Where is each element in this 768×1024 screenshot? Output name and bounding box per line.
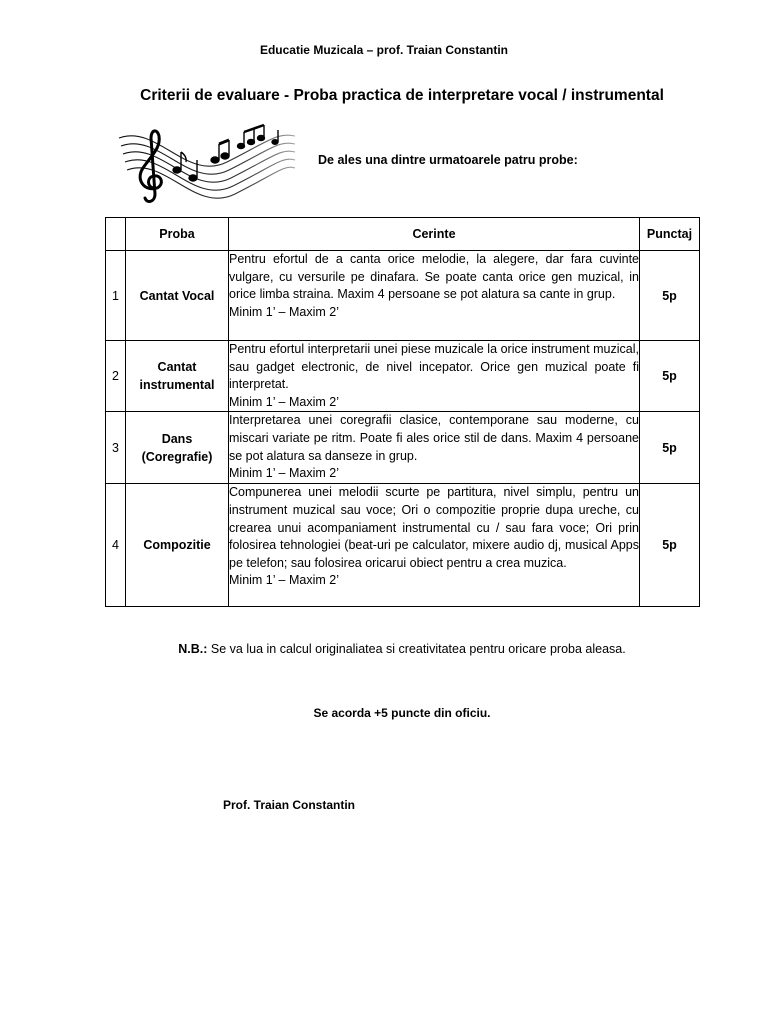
music-notes-illustration xyxy=(117,122,297,206)
cerinte-cell xyxy=(229,251,640,341)
proba-name: Cantat instrumental xyxy=(126,341,229,412)
header-proba: Proba xyxy=(126,218,229,251)
instructions-text: De ales una dintre urmatoarele patru probe: xyxy=(318,153,578,167)
header-number xyxy=(106,218,126,251)
table-row xyxy=(106,341,700,412)
bonus-points-note: Se acorda +5 puncte din oficiu. xyxy=(313,706,491,720)
nota-bene-label: N.B.: xyxy=(178,642,208,656)
table-row xyxy=(106,484,700,607)
cerinte-cell xyxy=(229,484,640,607)
table-row xyxy=(106,251,700,341)
punctaj-value: 5p xyxy=(640,412,700,484)
header-punctaj: Punctaj xyxy=(640,218,700,251)
nota-bene-text: Se va lua in calcul originaliatea si creativitatea pentru oricare proba aleasa. xyxy=(207,642,626,656)
proba-name: Cantat Vocal xyxy=(126,251,229,341)
punctaj-value: 5p xyxy=(640,341,700,412)
punctaj-value: 5p xyxy=(640,251,700,341)
cerinte-text: Pentru efortul de a canta orice melodie, la alegere, dar fara cuvinte vulgare, cu versurile pe dinafara. Se poate canta orice gen muzical, in orice limba straina. Maxim 4 persoane se pot alatura sa cante in grup. xyxy=(229,252,639,302)
row-number: 3 xyxy=(106,412,126,484)
cerinte-text: Pentru efortul interpretarii unei piese muzicale la orice instrument muzical, sau gadget electronic, de nivel incepator. Orice gen muzical poate fi interpretat. xyxy=(229,342,639,392)
evaluation-criteria-table xyxy=(105,217,700,607)
duration-text: Minim 1’ – Maxim 2’ xyxy=(229,304,339,319)
duration-text: Minim 1’ – Maxim 2’ xyxy=(229,394,339,409)
document-header: Educatie Muzicala – prof. Traian Constantin xyxy=(259,43,509,57)
duration-text: Minim 1’ – Maxim 2’ xyxy=(229,466,339,481)
cerinte-cell xyxy=(229,341,640,412)
proba-name: Compozitie xyxy=(126,484,229,607)
punctaj-value: 5p xyxy=(640,484,700,607)
proba-name: Dans (Coregrafie) xyxy=(126,412,229,484)
signature: Prof. Traian Constantin xyxy=(223,798,356,812)
table-header-row xyxy=(106,218,700,251)
duration-text: Minim 1’ – Maxim 2’ xyxy=(229,573,339,588)
cerinte-text: Interpretarea unei coregrafii clasice, contemporane sau moderne, cu miscari variate pe ritm. Poate fi ales orice stil de dans. Maxim 4 persoane se pot alatura sa danseze in grup. xyxy=(229,413,639,463)
cerinte-cell xyxy=(229,412,640,484)
cerinte-text: Compunerea unei melodii scurte pe partitura, nivel simplu, pentru un instrument muzical sau voce; Ori o compozitie proprie dupa ureche, cu crearea unui acompaniament instrumental cu / sau fara voce; Ori prin folosirea tehnologiei (beat-uri pe calculator, mixere audio dj, musical Apps pe telefon; sau folosirea oricarui obiect pentru a crea muzica. xyxy=(229,485,639,570)
row-number: 2 xyxy=(106,341,126,412)
row-number: 4 xyxy=(106,484,126,607)
nota-bene xyxy=(0,642,768,656)
header-cerinte: Cerinte xyxy=(229,218,640,251)
table-row xyxy=(106,412,700,484)
row-number: 1 xyxy=(106,251,126,341)
document-title: Criterii de evaluare - Proba practica de interpretare vocal / instrumental xyxy=(140,87,664,104)
